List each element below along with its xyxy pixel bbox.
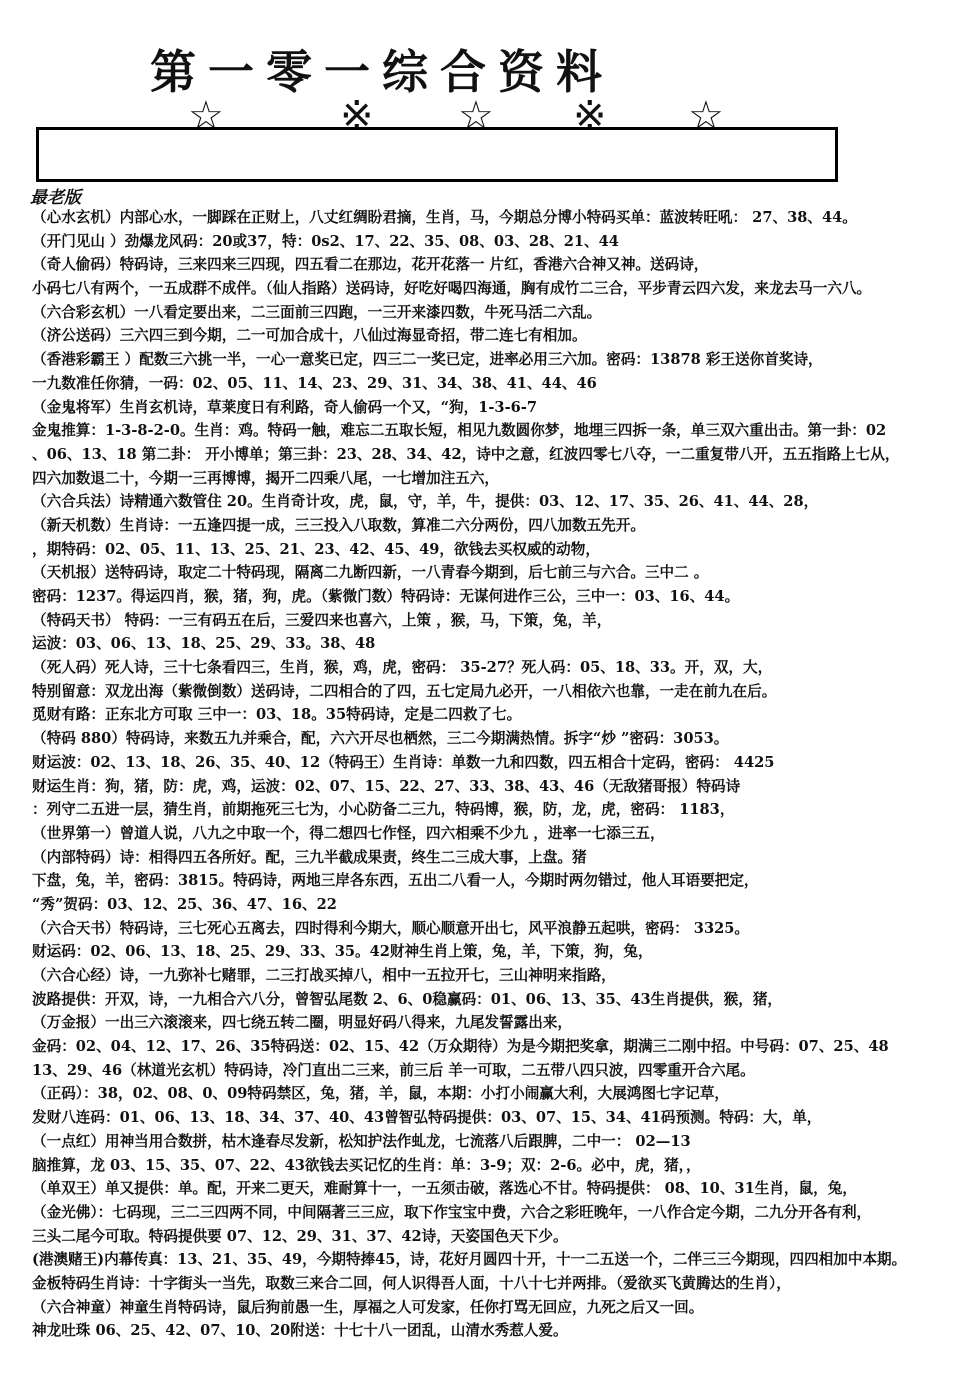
text-line: 四六加数退二十，今期一三再博博，揭开二四乘八尾，一七增加注五六， <box>32 469 500 487</box>
text-line: （一点红）用神当用合数拼，枯木逢春尽发新，松知护法作虬龙，七流落八后跟脾，二中一： 02—13 <box>32 1132 691 1150</box>
text-line: (港澳赌王)内幕传真：13、21、35、49，今期特捧45，诗，花好月圆四十开，十一二五送一个，二伴三三今期现，四四相加中本期。 <box>32 1251 907 1269</box>
text-line: “秀”贺码：03、12、25、36、47、16、22 <box>32 895 337 913</box>
text-line: 脑推算，龙 03、15、35、07、22、43欲钱去买记忆的生肖：单：3-9；双：2-6。必中，虎，猪，， <box>32 1156 701 1174</box>
text-line: （六合天书）特码诗，三七死心五离去，四时得利今期大，顺心顺意开出七，风平浪静五起哄，密码： 3325。 <box>32 919 750 937</box>
text-line: （六合神童）神童生肖特码诗，鼠后狗前愚一生，厚福之人可发家，任你打骂无回应，九死之后又一回。 <box>32 1298 704 1316</box>
text-line: 金板特码生肖诗：十字街头一当先，取数三来合二回，何人识得吾人面，十八十七并两排。（爱欲买飞黄腾达的生肖）， <box>32 1274 791 1292</box>
text-line: 觅财有路：正东北方可取 三中一：03、18。35特码诗，定是二四救了七。 <box>32 706 522 724</box>
text-line: （万金报）一出三六滚滚来，四七绕五转二圈，明显好码八得来，九尾发誓露出来， <box>32 1014 572 1032</box>
text-line: （六合彩玄机）一八看定要出来，二三面前三四跑，一三开来漆四数，牛死马活二六乱。 <box>32 303 602 321</box>
text-line: 金鬼推算：1-3-8-2-0。生肖：鸡。特码一触，难忘二五取长短，相见九数圆你梦，地埋三四拆一条，单三双六重出击。第一卦：02 <box>32 422 887 440</box>
text-line: （六合心经）诗，一九弥补七赌罪，二三打战买掉八，相中一五拉开七，三山神明来指路， <box>32 967 616 984</box>
text-line: 波路提供：开双，诗，一九相合六八分，曾智弘尾数 2、6、0稳赢码：01、06、13、35、43生肖提供，猴，猪， <box>32 990 783 1008</box>
text-line: 金码：02、04、12、17、26、35特码送：02、15、42（万众期待）为是今期把奖拿，期满三二刚中招。中号码：07、25、48 <box>32 1038 889 1056</box>
text-line: （六合兵法）诗精通六数管住 20。生肖奇计攻，虎，鼠，守，羊，牛，提供：03、12、17、35、26、41、44、28， <box>32 493 819 511</box>
star-icon: ☆ <box>458 93 494 139</box>
text-line: （金鬼将军）生肖玄机诗，草莱度日有利路，奇人偷码一个又，“狗，1-3-6-7 <box>32 398 537 416</box>
text-line: （济公送码）三六四三到今期，二一可加合成十，八仙过海显奇招，带二连七有相加。 <box>32 327 587 345</box>
text-line: （开门见山 ）劲爆龙风码：20或37，特：0s2、17、22、35、08、03、28、21、44 <box>32 232 619 250</box>
text-line: （单双王）单又提供：单。配，开来二更天，难耐算十一，一五须击破，落选心不甘。特码提供： 08、10、31生肖，鼠，兔， <box>32 1180 857 1198</box>
star-icon: ☆ <box>188 93 224 139</box>
text-line: （特码天书） 特码：一三有码五在后，三爱四来也喜六，上策 ，猴，马，下策，兔，羊， <box>32 611 612 629</box>
star-icon: ☆ <box>688 93 724 139</box>
text-line: 、06、13、18 第二卦： 开小博单；第三卦：23、28、34、42，诗中之意，红波四零七八夺，一二重复带八开，五五指路上七从， <box>32 445 900 463</box>
text-line: （正码）：38，02、08、0、09特码禁区，兔，猪，羊，鼠，本期：小打小闹赢大利，大展鸿图七字记草， <box>32 1085 730 1103</box>
text-line: 小码七八有两个，一五成群不成伴。（仙人指路）送码诗，好吃好喝四海通，胸有成竹二三合，平步青云四六发，来龙去马一六八。 <box>32 280 872 298</box>
text-line: 财运生肖：狗，猪，防：虎，鸡，运波：02、07、15、22、27、33、38、43、46（无敌猪哥报）特码诗 <box>32 777 741 795</box>
text-line: （心水玄机）内部心水，一脚踩在正财上，八丈红绸盼君摘，生肖，马，今期总分博小特码买单：蓝波转旺吼： 27、38、44。 <box>32 209 857 226</box>
text-line: 13、29、46（林道光玄机）特码诗，冷门直出二三来，前三后 羊一可取，二五带八四只波，四零重开合六尾。 <box>32 1061 755 1079</box>
text-line: 下盘，兔，羊，密码：3815。特码诗，两地三岸各东西，五出二八看一人，今期时两勿错过，他人耳语要把定， <box>32 872 759 890</box>
text-line: （世界第一）曾道人说，八九之中取一个，得二想四七作怪，四六相乘不少九 ，进率一七添三五， <box>32 824 665 842</box>
text-line: （天机报）送特码诗，取定二十特码现，隔离二九断四新，一八青春今期到，后七前三与六合。三中二 。 <box>32 564 709 582</box>
text-line: 神龙吐珠 06、25、42、07、10、20附送：十七十八一团乱，山清水秀惹人爱。 <box>32 1322 568 1340</box>
text-line: （香港彩霸王 ）配数三六挑一半，一心一意奖已定，四三二一奖已定，进率必用三六加。密码：13878 彩王送你首奖诗， <box>32 351 823 369</box>
content-body <box>32 206 947 1343</box>
text-line: （内部特码）诗：相得四五各所好。配，三九半截成果责，终生二三成大事，上盘。猪 <box>32 848 587 866</box>
text-line: （新天机数）生肖诗：一五逢四提一成，三三投入八取数，算准二六分两份，四八加数五先开。 <box>32 516 645 534</box>
text-line: 密码：1237。得运四肖，猴，猪，狗，虎。（紫微门数）特码诗：无谋何进作三公，三中一：03、16、44。 <box>32 588 740 605</box>
text-line: 一九数准任你猜，一码：02、05、11、14、23、29、31、34、38、41、44、46 <box>32 374 597 392</box>
text-line: ，期特码：02、05、11、13、25、21、23、42、45、49，欲钱去买权威的动物， <box>32 540 600 558</box>
page-title: 第一零一综合资料 <box>150 45 614 99</box>
text-line: （奇人偷码）特码诗，三来四来三四现，四五看二在那边，花开花落一 片红，香港六合神又神。送码诗， <box>32 256 709 274</box>
text-line: 财运码：02、06、13、18、25、29、33、35。42财神生肖上策，兔，羊，下策，狗，兔， <box>32 943 653 961</box>
text-line: （死人码）死人诗，三十七条看四三，生肖，猴，鸡，虎，密码： 35-27？死人码：05、18、33。开，双，大， <box>32 659 773 677</box>
text-line: 运波：03、06、13、18、25、29、33。38、48 <box>32 635 376 653</box>
text-line: 发财八连码：01、06、13、18、34、37、40、43曾智弘特码提供：03、07、15、34、41码预测。特码：大，单， <box>32 1109 822 1127</box>
version-label: 最老版 <box>30 188 81 208</box>
text-line: 特别留意：双龙出海（紫微倒数）送码诗，二四相合的了四，五七定局九必开，一八相依六也靠，一走在前九在后。 <box>32 682 777 700</box>
empty-banner-box <box>36 127 838 182</box>
text-line: 三头二尾今可取。特码提供要 07、12、29、31、37、42诗，天姿国色天下少。 <box>32 1227 568 1245</box>
text-line: （特码 880）特码诗，来数五九并乘合，配，六六开尽也栖然，三二今期满热情。拆字“炒 ”密码：3053。 <box>32 730 729 748</box>
text-line: （金光佛）：七码现，三二三四两不同，中间隔著三三应，取下作宝宝中费，六合之彩旺晚年，一八作合定今期，二九分开各有利， <box>32 1203 872 1221</box>
text-line: ：列守二五进一层，猜生肖，前期拖死三七为，小心防备二三九，特码博，猴，防，龙，虎，密码： 1183， <box>32 801 735 819</box>
asterisk-icon: ※ <box>573 93 607 139</box>
asterisk-icon: ※ <box>340 93 374 139</box>
text-line: 财运波：02、13、18、26、35、40、12（特码王）生肖诗：单数一九和四数，四五相合十定码，密码： 4425 <box>32 753 775 771</box>
